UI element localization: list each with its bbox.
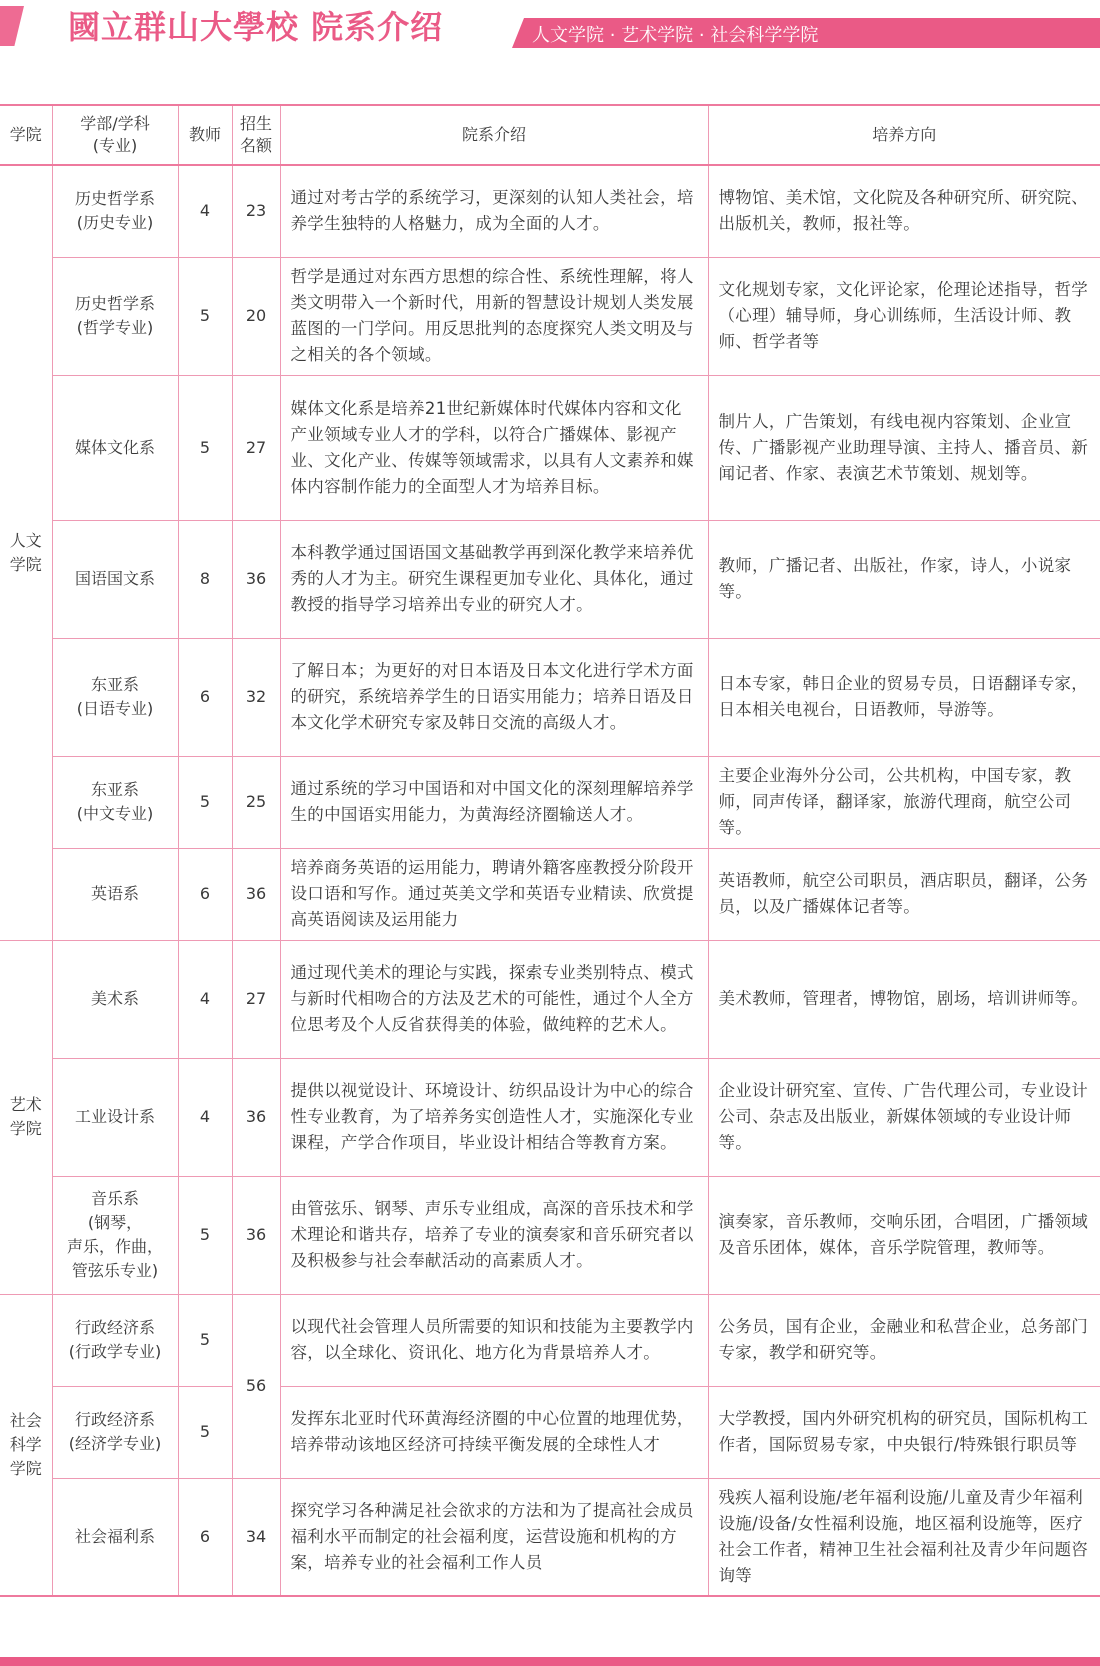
intro-cell: 媒体文化系是培养21世纪新媒体时代媒体内容和文化产业领域专业人才的学科，以符合广播媒体、影视产业、文化产业、传媒等领域需求，以具有人文素养和媒体内容制作能力的全面型人才为培养目标。 [280,375,708,520]
intro-cell: 通过现代美术的理论与实践，探索专业类别特点、模式与新时代相吻合的方法及艺术的可能性，通过个人全方位思考及个人反省获得美的体验，做纯粹的艺术人。 [280,940,708,1058]
header-faculty: 教师 [178,105,232,165]
career-cell: 美术教师，管理者，博物馆，剧场，培训讲师等。 [708,940,1100,1058]
dept-cell: 历史哲学系 (历史专业) [52,165,178,257]
quota-cell: 34 [232,1478,280,1596]
intro-cell: 由管弦乐、钢琴、声乐专业组成，高深的音乐技术和学术理论和谐共存，培养了专业的演奏家和音乐研究者以及积极参与社会奉献活动的高素质人才。 [280,1176,708,1294]
faculty-cell: 5 [178,756,232,848]
table-row [0,375,1100,520]
faculty-cell: 6 [178,638,232,756]
quota-cell: 20 [232,257,280,375]
faculty-cell: 4 [178,165,232,257]
header-banner-text: 人文学院 · 艺术学院 · 社会科学学院 [532,25,819,46]
career-cell: 企业设计研究室、宣传、广告代理公司，专业设计公司、杂志及出版业，新媒体领域的专业设计师等。 [708,1058,1100,1176]
table-row [0,848,1100,940]
dept-cell: 国语国文系 [52,520,178,638]
faculty-cell: 5 [178,1386,232,1478]
intro-cell: 以现代社会管理人员所需要的知识和技能为主要教学内容，以全球化、资讯化、地方化为背景培养人才。 [280,1294,708,1386]
dept-cell: 英语系 [52,848,178,940]
faculty-cell: 5 [178,375,232,520]
page-title: 國立群山大學校 院系介绍 [68,8,444,46]
career-cell: 残疾人福利设施/老年福利设施/儿童及青少年福利设施/设备/女性福利设施，地区福利设施等，医疗社会工作者，精神卫生社会福利社及青少年问题咨询等 [708,1478,1100,1596]
quota-cell-merged: 56 [232,1294,280,1478]
header-dept: 学部/学科 (专业) [52,105,178,165]
header-quota: 招生 名额 [232,105,280,165]
intro-cell: 了解日本；为更好的对日本语及日本文化进行学术方面的研究，系统培养学生的日语实用能力；培养日语及日本文化学术研究专家及韩日交流的高级人才。 [280,638,708,756]
table-row [0,1176,1100,1294]
dept-cell: 东亚系 (中文专业) [52,756,178,848]
dept-cell: 行政经济系 (行政学专业) [52,1294,178,1386]
career-cell: 文化规划专家，文化评论家，伦理论述指导，哲学（心理）辅导师，身心训练师，生活设计师、教师、哲学者等 [708,257,1100,375]
table-row [0,1478,1100,1596]
footer-bar [0,1657,1100,1666]
career-cell: 主要企业海外分公司，公共机构，中国专家，教师，同声传译，翻译家，旅游代理商，航空公司等。 [708,756,1100,848]
intro-cell: 探究学习各种满足社会欲求的方法和为了提高社会成员福利水平而制定的社会福利度，运营设施和机构的方案，培养专业的社会福利工作人员 [280,1478,708,1596]
header-career: 培养方向 [708,105,1100,165]
table-row [0,1386,1100,1478]
table-row [0,257,1100,375]
quota-cell: 36 [232,1058,280,1176]
table-row [0,1058,1100,1176]
intro-cell: 通过系统的学习中国语和对中国文化的深刻理解培养学生的中国语实用能力，为黄海经济圈输送人才。 [280,756,708,848]
faculty-cell: 8 [178,520,232,638]
quota-cell: 27 [232,940,280,1058]
college-social-science: 社会 科学 学院 [0,1294,52,1596]
table-row [0,940,1100,1058]
dept-cell: 美术系 [52,940,178,1058]
quota-cell: 25 [232,756,280,848]
quota-cell: 36 [232,1176,280,1294]
table-row [0,638,1100,756]
quota-cell: 27 [232,375,280,520]
career-cell: 博物馆、美术馆，文化院及各种研究所、研究院、出版机关，教师，报社等。 [708,165,1100,257]
department-table [0,104,1100,1597]
header-college: 学院 [0,105,52,165]
dept-cell: 历史哲学系 (哲学专业) [52,257,178,375]
department-table-wrap [0,104,1100,1597]
header-intro: 院系介绍 [280,105,708,165]
career-cell: 公务员，国有企业，金融业和私营企业，总务部门专家，教学和研究等。 [708,1294,1100,1386]
faculty-cell: 4 [178,1058,232,1176]
faculty-cell: 4 [178,940,232,1058]
quota-cell: 32 [232,638,280,756]
faculty-cell: 6 [178,848,232,940]
career-cell: 日本专家，韩日企业的贸易专员，日语翻译专家，日本相关电视台，日语教师，导游等。 [708,638,1100,756]
quota-cell: 36 [232,848,280,940]
dept-cell: 媒体文化系 [52,375,178,520]
dept-cell: 行政经济系 (经济学专业) [52,1386,178,1478]
intro-cell: 哲学是通过对东西方思想的综合性、系统性理解，将人类文明带入一个新时代，用新的智慧设计规划人类发展蓝图的一门学问。用反思批判的态度探究人类文明及与之相关的各个领域。 [280,257,708,375]
dept-cell: 工业设计系 [52,1058,178,1176]
dept-cell: 社会福利系 [52,1478,178,1596]
intro-cell: 培养商务英语的运用能力，聘请外籍客座教授分阶段开设口语和写作。通过英美文学和英语专业精读、欣赏提高英语阅读及运用能力 [280,848,708,940]
table-row [0,165,1100,257]
faculty-cell: 5 [178,1294,232,1386]
faculty-cell: 5 [178,257,232,375]
intro-cell: 通过对考古学的系统学习，更深刻的认知人类社会，培养学生独特的人格魅力，成为全面的人才。 [280,165,708,257]
career-cell: 教师，广播记者、出版社，作家，诗人，小说家等。 [708,520,1100,638]
table-header-row [0,105,1100,165]
header-left-tab [0,6,24,46]
table-row [0,1294,1100,1386]
college-arts: 艺术 学院 [0,940,52,1294]
intro-cell: 提供以视觉设计、环境设计、纺织品设计为中心的综合性专业教育，为了培养务实创造性人才，实施深化专业课程，产学合作项目，毕业设计相结合等教育方案。 [280,1058,708,1176]
career-cell: 制片人，广告策划，有线电视内容策划、企业宣传、广播影视产业助理导演、主持人、播音员、新闻记者、作家、表演艺术节策划、规划等。 [708,375,1100,520]
intro-cell: 本科教学通过国语国文基础教学再到深化教学来培养优秀的人才为主。研究生课程更加专业化、具体化，通过教授的指导学习培养出专业的研究人才。 [280,520,708,638]
table-row [0,756,1100,848]
intro-cell: 发挥东北亚时代环黄海经济圈的中心位置的地理优势，培养带动该地区经济可持续平衡发展的全球性人才 [280,1386,708,1478]
career-cell: 英语教师，航空公司职员，酒店职员，翻译，公务员，以及广播媒体记者等。 [708,848,1100,940]
dept-cell: 东亚系 (日语专业) [52,638,178,756]
dept-cell: 音乐系 (钢琴， 声乐，作曲， 管弦乐专业) [52,1176,178,1294]
quota-cell: 23 [232,165,280,257]
career-cell: 大学教授，国内外研究机构的研究员，国际机构工作者，国际贸易专家，中央银行/特殊银行职员等 [708,1386,1100,1478]
college-humanities: 人文 学院 [0,165,52,940]
career-cell: 演奏家，音乐教师，交响乐团，合唱团，广播领域及音乐团体，媒体，音乐学院管理，教师等。 [708,1176,1100,1294]
quota-cell: 36 [232,520,280,638]
faculty-cell: 6 [178,1478,232,1596]
table-row [0,520,1100,638]
faculty-cell: 5 [178,1176,232,1294]
